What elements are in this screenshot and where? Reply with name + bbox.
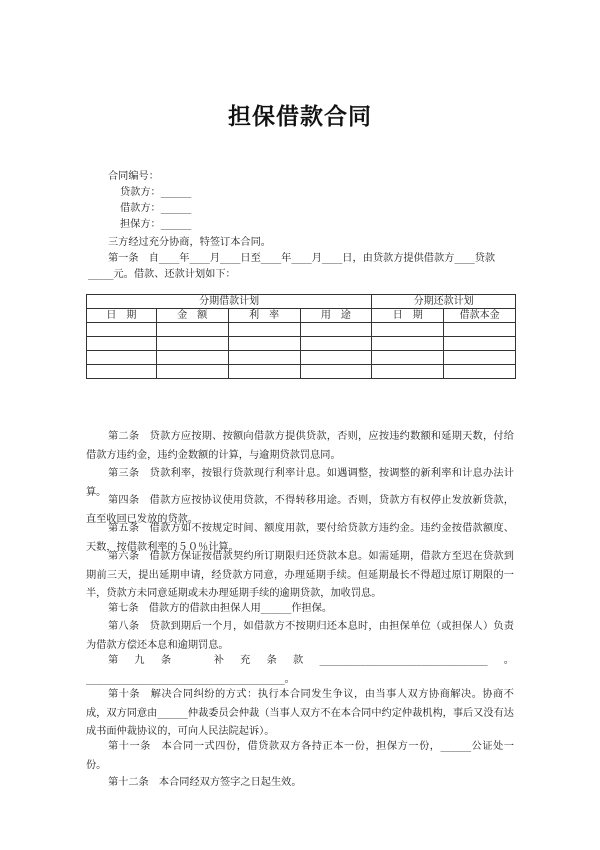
article-2: 第二条 贷款方应按期、按额向借款方提供贷款，否则，应按违约数额和延期天数，付给借款方违约金，违约金数额的计算，与逾期贷款罚息同。: [86, 431, 514, 461]
table-row: [87, 351, 516, 365]
article-12: 第十二条 本合同经双方签字之日起生效。: [108, 777, 302, 788]
article-7: 第七条 借款方的借款由担保人用______作担保。: [108, 603, 333, 614]
column-header-date: 日 期: [87, 309, 157, 323]
table-group-borrowing-plan: 分期借款计划: [87, 295, 372, 309]
column-header-repay-date: 日 期: [372, 309, 444, 323]
table-row: [87, 365, 516, 379]
intro-text: 三方经过充分协商，特签订本合同。: [108, 237, 271, 248]
contract-number-label: 合同编号：: [108, 171, 159, 182]
article-10: 第十条 解决合同纠纷的方式：执行本合同发生争议，由当事人双方协商解决。协商不成，双方同意由______仲裁委员会仲裁（当事人双方不在本合同中约定仲裁机构，事后又没有达成书面仲裁协议的，可向人民法院起诉）。: [86, 689, 514, 737]
borrower-field: 借款方：______: [120, 203, 192, 214]
guarantor-field: 担保方：______: [120, 219, 192, 230]
column-header-use: 用 途: [300, 309, 372, 323]
article-1-line-2: _____元。借款、还款计划如下：: [88, 269, 236, 280]
article-8: 第八条 贷款到期后一个月，如借款方不按期归还本息时，由担保单位（或担保人）负责为借款方偿还本息和逾期罚息。: [86, 621, 514, 651]
table-group-repayment-plan: 分期还款计划: [372, 295, 516, 309]
lender-field: 贷款方：______: [120, 187, 192, 198]
article-4: 第四条 借款方应按协议使用贷款，不得转移用途。否则，贷款方有权停止发放新贷款，直至收回已发放的贷款。: [86, 495, 514, 525]
column-header-rate: 利 率: [228, 309, 300, 323]
article-1-line-1: 第一条 自____年____月____日至____年____月____日，由贷款方提供借款方____贷款: [108, 253, 496, 264]
column-header-amount: 金 额: [156, 309, 228, 323]
article-9: 第九条 补充条款_________________________________。_______________________________________。: [86, 655, 514, 685]
page-title: 担保借款合同: [228, 104, 372, 130]
article-3: 第三条 贷款利率，按银行贷款现行利率计息。如遇调整，按调整的新利率和计息办法计算。: [86, 468, 514, 498]
table-column-header-row: [87, 309, 516, 323]
table-group-header-row: [87, 295, 516, 309]
loan-plan-table: [86, 294, 516, 379]
article-6: 第六条 借款方保证按借款契约所订期限归还贷款本息。如需延期，借款方至迟在贷款到期前三天，提出延期申请，经贷款方同意，办理延期手续。但延期最长不得超过原订期限的一半，贷款方未同意延期或未办理延期手续的逾期贷款，加收罚息。: [86, 551, 514, 599]
column-header-principal: 借款本金: [444, 309, 516, 323]
table-row: [87, 323, 516, 337]
article-5: 第五条 借款方如不按规定时间、额度用款，要付给贷款方违约金。违约金按借款额度、天数，按借款利率的５０％计算。: [86, 523, 514, 553]
article-11: 第十一条 本合同一式四份，借贷款双方各持正本一份，担保方一份，______公证处一份。: [86, 741, 514, 771]
table-row: [87, 337, 516, 351]
